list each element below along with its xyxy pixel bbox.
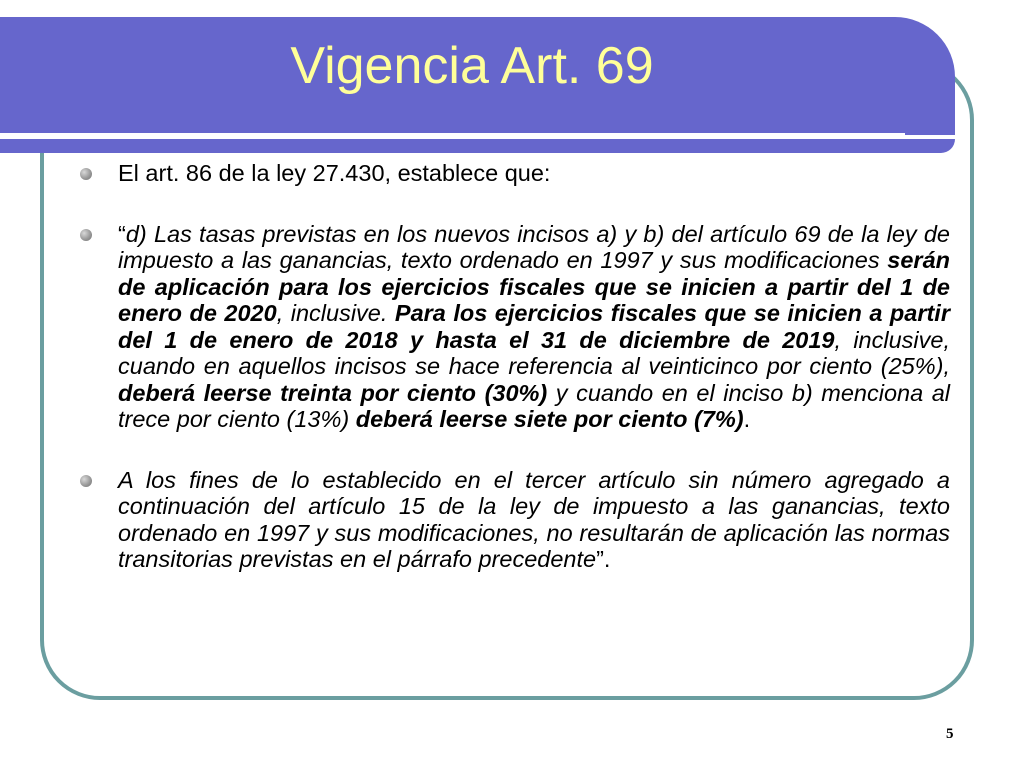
bullet-dot-icon [80,475,92,487]
quote-bold-1: serán de aplicación para los ejercicios fiscales que se inicien a partir del 1 de enero de 2020 [118,247,950,326]
slide-content [70,160,950,603]
quote-text-2: , inclusive. [276,300,395,326]
quote-bold-3: deberá leerse treinta por ciento (30%) [118,379,548,406]
title-bar-lower-band [0,139,955,153]
quote-bold-4: deberá leerse siete por ciento (7%) [355,406,744,432]
bullet-item-1 [70,160,950,187]
bullet-item-2 [70,221,950,433]
quote-text-1: d) Las tasas previstas en los nuevos incisos a) y b) del artículo 69 de la ley de impuesto a las ganancias, texto ordenado en 1997 y sus modificaciones [118,220,950,273]
bullet-dot-icon [80,168,92,180]
quote-period: . [743,406,751,432]
title-bar-divider [0,133,905,139]
quote-bold-2: Para los ejercicios fiscales que se inicien a partir del 1 de enero de 2018 y hasta el 31 de diciembre de 2019 [118,300,950,353]
bullet-dot-icon [80,229,92,241]
quote-text-3: , inclusive, cuando en aquellos incisos se hace referencia al veinticinco por ciento (25%), [118,326,950,379]
bullet-item-3 [70,467,950,573]
page-number: 5 [946,726,954,742]
slide-title: Vigencia Art. 69 [290,37,654,95]
quote-close: ”. [596,546,611,572]
quote-open: “ [118,220,126,247]
quote-text-4: y cuando en el inciso b) menciona al trece por ciento (13%) [118,379,950,432]
bullet-3-text: A los fines de lo establecido en el tercer artículo sin número agregado a continuación del artículo 15 de la ley de impuesto a las ganancias, texto ordenado en 1997 y sus modificaciones, no resultarán de aplicación las normas transitorias previstas en el párrafo precedente [118,466,950,572]
bullet-1-text: El art. 86 de la ley 27.430, establece que: [118,160,551,186]
